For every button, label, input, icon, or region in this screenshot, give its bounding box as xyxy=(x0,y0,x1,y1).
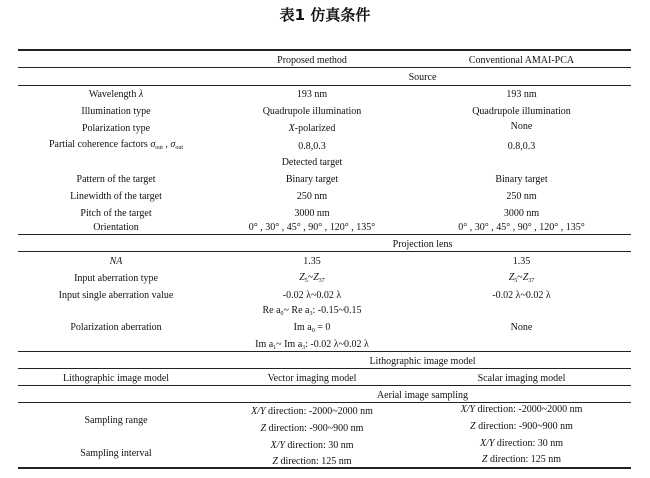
sampling-range-xy-conventional: X/Y direction: -2000~2000 nm xyxy=(460,404,583,415)
coherence-proposed: 0.8,0.3 xyxy=(298,141,326,152)
sampling-range-z-conventional: Z direction: -900~900 nm xyxy=(470,421,573,432)
pitch-proposed: 3000 nm xyxy=(294,208,330,219)
polarization-aberration-line3: Im $a_1\sim$ Im $a_3$: -0.02 λ~0.02 λ xyxy=(255,339,369,351)
aerial-top-rule xyxy=(18,385,631,386)
label-lithographic-model: Lithographic image model xyxy=(62,373,170,384)
header-proposed: Proposed method xyxy=(277,55,347,66)
pattern-conventional: Binary target xyxy=(495,174,548,185)
litho-mid-rule xyxy=(18,368,631,369)
polarization-conventional: None xyxy=(510,121,533,132)
label-polarization-type: Polarization type xyxy=(81,123,151,134)
top-rule xyxy=(18,49,631,51)
linewidth-proposed: 250 nm xyxy=(296,191,328,202)
single-aberration-conventional: -0.02 λ~0.02 λ xyxy=(492,290,551,301)
table-title: 表1 仿真条件 xyxy=(279,6,371,24)
label-pitch: Pitch of the target xyxy=(80,208,152,219)
header-rule xyxy=(18,67,631,68)
label-orientation: Orientation xyxy=(93,222,139,233)
wavelength-conventional: 193 nm xyxy=(506,89,537,100)
sampling-range-z-proposed: Z direction: -900~900 nm xyxy=(260,423,364,434)
sampling-range-xy-proposed: X/Y direction: -2000~2000 nm xyxy=(251,406,373,417)
linewidth-conventional: 250 nm xyxy=(506,191,537,202)
lithographic-conventional: Scalar imaging model xyxy=(477,373,566,384)
sampling-interval-z-proposed: Z direction: 125 nm xyxy=(272,456,352,467)
label-polarization-aberration: Polarization aberration xyxy=(70,322,162,333)
section-lithographic-model: Lithographic image model xyxy=(369,356,476,367)
label-sampling-range: Sampling range xyxy=(84,415,148,426)
polarization-proposed: X-polarized xyxy=(288,123,336,134)
label-coherence: Partial coherence factors $\sigma_{out}$ , $\sigma_{out}$ xyxy=(48,139,184,151)
lithographic-proposed: Vector imaging model xyxy=(267,373,357,384)
label-sampling-interval: Sampling interval xyxy=(80,448,152,459)
projection-bottom-rule xyxy=(18,251,631,252)
sampling-interval-xy-conventional: X/Y direction: 30 nm xyxy=(479,438,564,449)
header-conventional: Conventional AMAI-PCA xyxy=(468,55,575,66)
sampling-interval-xy-proposed: X/Y direction: 30 nm xyxy=(270,440,354,451)
coherence-conventional: 0.8,0.3 xyxy=(507,141,536,152)
section-aerial-sampling: Aerial image sampling xyxy=(376,390,469,401)
section-detected-target: Detected target xyxy=(281,157,343,168)
label-illumination: Illumination type xyxy=(81,106,151,117)
section-source: Source xyxy=(408,72,437,83)
single-aberration-proposed: -0.02 λ~0.02 λ xyxy=(282,290,342,301)
projection-top-rule xyxy=(18,234,631,235)
source-rule xyxy=(18,85,631,86)
polarization-aberration-conventional: None xyxy=(510,322,533,333)
pattern-proposed: Binary target xyxy=(285,174,339,185)
label-single-aberration: Input single aberration value xyxy=(58,290,174,301)
label-linewidth: Linewidth of the target xyxy=(70,191,162,202)
section-projection-lens: Projection lens xyxy=(392,239,453,250)
pitch-conventional: 3000 nm xyxy=(503,208,540,219)
na-proposed: 1.35 xyxy=(303,256,321,267)
polarization-aberration-line1: Re $a_0\sim$ Re $a_3$: -0.15~0.15 xyxy=(262,305,362,317)
label-wavelength: Wavelength λ xyxy=(88,89,144,100)
sampling-interval-z-conventional: Z direction: 125 nm xyxy=(481,454,562,465)
illumination-proposed: Quadrupole illumination xyxy=(262,106,362,117)
label-aberration-type: Input aberration type xyxy=(74,273,158,284)
polarization-aberration-line2: Im $a_0 = 0$ xyxy=(293,322,331,334)
label-na: NA xyxy=(109,256,123,267)
aberration-type-proposed: $Z_5\sim Z_{37}$ xyxy=(299,272,325,284)
orientation-proposed: 0° , 30° , 45° , 90° , 120° , 135° xyxy=(248,222,376,233)
illumination-conventional: Quadrupole illumination xyxy=(472,106,571,117)
na-conventional: 1.35 xyxy=(512,256,531,267)
wavelength-proposed: 193 nm xyxy=(296,89,328,100)
orientation-conventional: 0° , 30° , 45° , 90° , 120° , 135° xyxy=(458,222,585,233)
aberration-type-conventional: $Z_5\sim Z_{37}$ xyxy=(508,272,535,284)
label-pattern: Pattern of the target xyxy=(76,174,156,185)
